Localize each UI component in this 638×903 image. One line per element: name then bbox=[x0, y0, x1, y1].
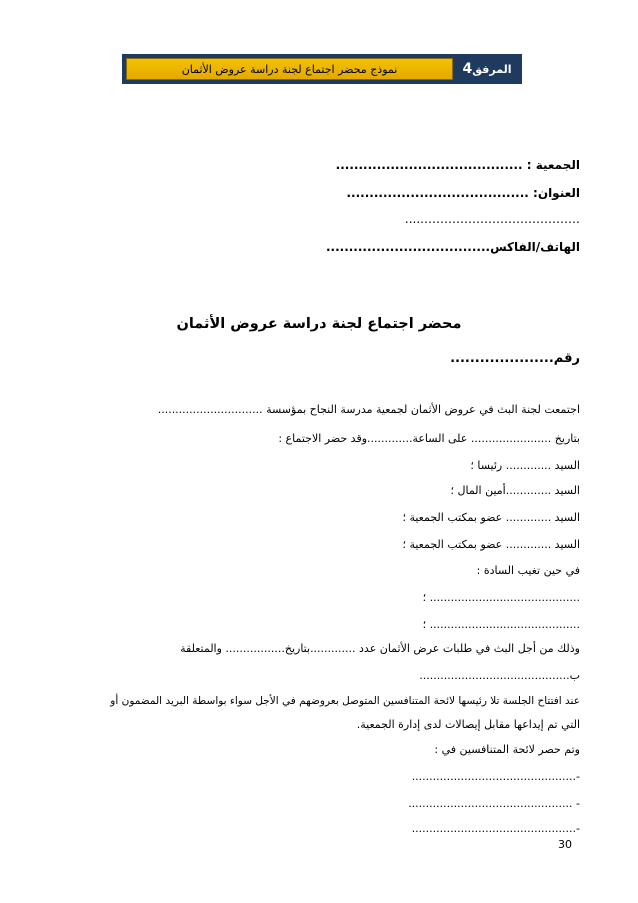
body-line: السيد .............أمين المال ؛ bbox=[450, 484, 580, 497]
attachment-badge bbox=[456, 58, 518, 80]
association-field: الجمعية : ......................................... bbox=[335, 158, 580, 172]
attachment-badge-number: 4 bbox=[462, 61, 473, 77]
phone-fax-field: الهاتف/الفاكس.................................... bbox=[325, 240, 580, 254]
attachment-badge-label: المرفق bbox=[472, 63, 512, 76]
body-line: السيد ............. عضو بمكتب الجمعية ؛ bbox=[402, 538, 580, 551]
body-line: اجتمعت لجنة البث في عروض الأثمان لجمعية مدرسة النجاح بمؤسسة .............................. bbox=[157, 403, 580, 416]
body-line: وتم حصر لائحة المتنافسين في : bbox=[434, 743, 580, 756]
body-line: في حين تغيب السادة : bbox=[476, 564, 580, 577]
body-line: ........................................... ؛ bbox=[422, 591, 580, 604]
body-line: وذلك من أجل البث في طلبات عرض الأثمان عدد .............بتاريخ................. والمتعلقة bbox=[180, 642, 580, 655]
body-line: بتاريخ ....................... على الساعة.............وقد حضر الاجتماع : bbox=[278, 432, 580, 445]
body-line: التي تم إيداعها مقابل إيصالات لدى إدارة الجمعية. bbox=[356, 718, 580, 731]
minutes-number: رقم..................... bbox=[450, 351, 580, 366]
address-continuation: …………………………………..... bbox=[404, 212, 580, 226]
page-number: 30 bbox=[558, 838, 572, 851]
body-line: -............................................... bbox=[411, 770, 580, 783]
body-line: - ............................................... bbox=[408, 797, 580, 810]
header-title: نموذج محضر اجتماع لجنة دراسة عروض الأثمان bbox=[126, 58, 453, 80]
body-line: السيد ............. رئيسا ؛ bbox=[470, 459, 580, 472]
body-line: ب........................................... bbox=[419, 669, 580, 682]
body-line: -............................................... bbox=[411, 822, 580, 835]
body-line: السيد ............. عضو بمكتب الجمعية ؛ bbox=[402, 511, 580, 524]
body-line: ........................................... ؛ bbox=[422, 618, 580, 631]
address-field: العنوان: ........................................ bbox=[346, 186, 580, 200]
body-line: عند افتتاح الجلسة تلا رئيسها لائحة المتنافسين المتوصل بعروضهم في الأجل سواء بواسطة البريد المضمون أو bbox=[110, 695, 580, 707]
document-title: محضر اجتماع لجنة دراسة عروض الأثمان bbox=[176, 316, 462, 332]
